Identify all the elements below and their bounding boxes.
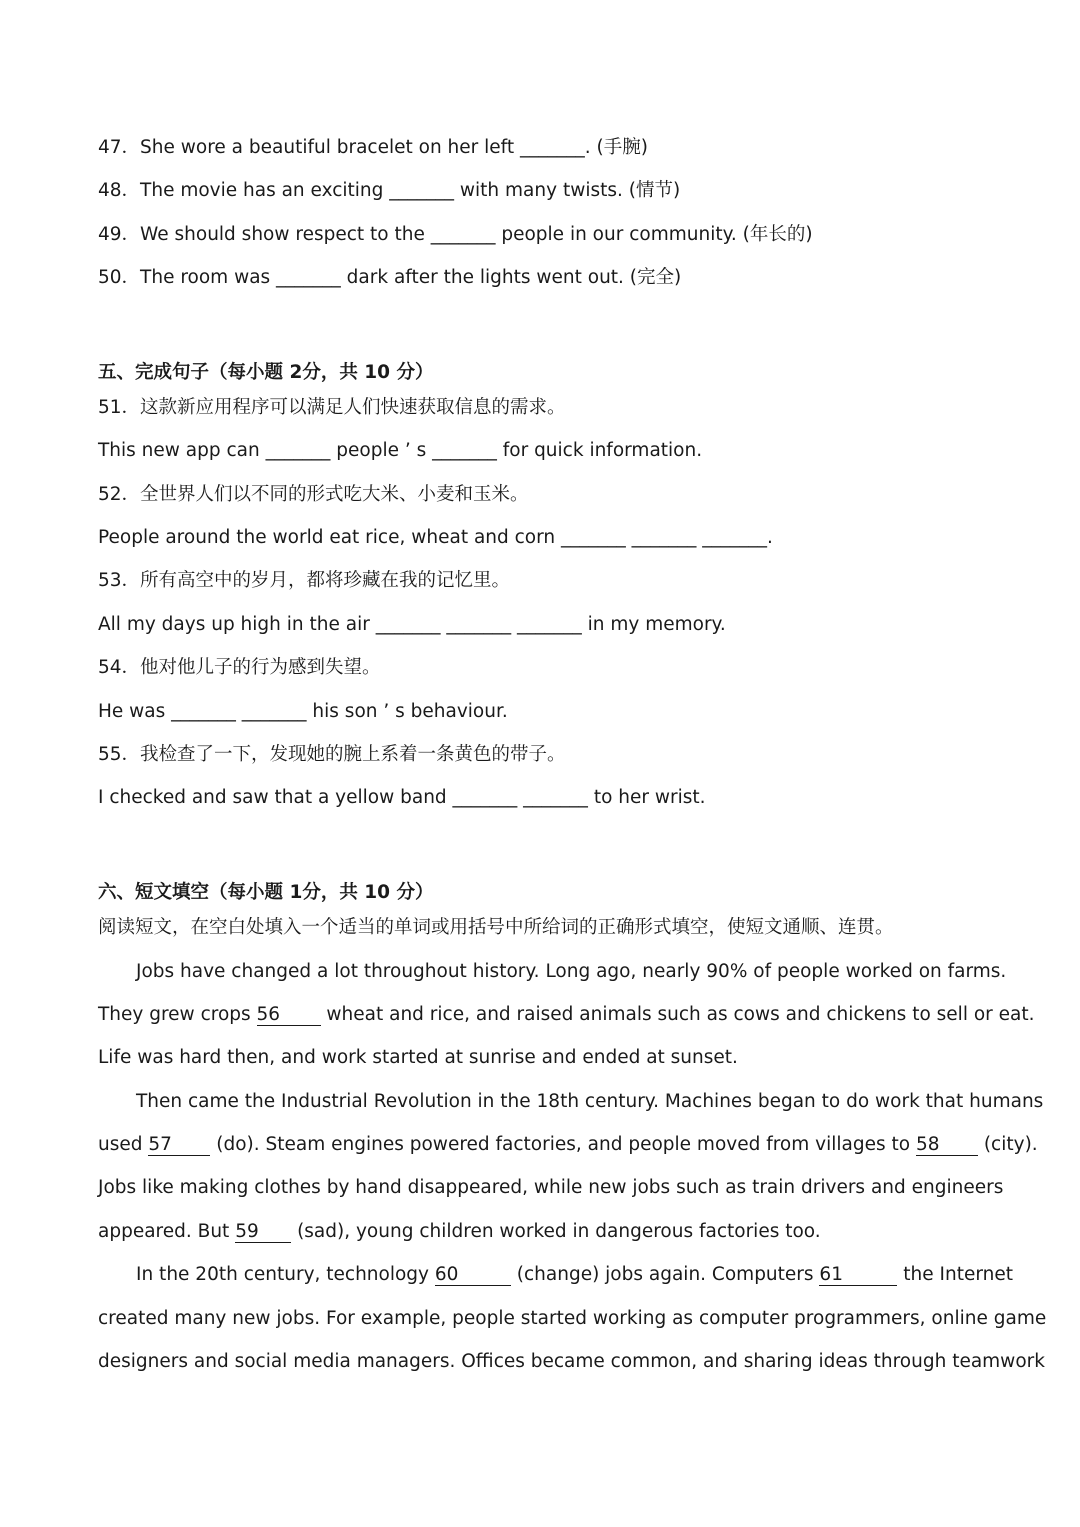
passage-line: In the 20th century, technology 60 (change) jobs again. Computers 61 the Internet bbox=[136, 1264, 1014, 1285]
passage-line: designers and social media managers. Offices became common, and sharing ideas through teamwork bbox=[98, 1351, 1045, 1372]
question-51-chinese: 51．这款新应用程序可以满足人们快速获取信息的需求。 bbox=[98, 397, 566, 418]
question-52-chinese: 52．全世界人们以不同的形式吃大米、小麦和玉米。 bbox=[98, 484, 529, 505]
blank-61[interactable]: 61 bbox=[819, 1265, 897, 1286]
question-48: 48．The movie has an exciting _______ with many twists. (情节) bbox=[98, 180, 681, 201]
blank-58[interactable]: 58 bbox=[916, 1135, 978, 1156]
section-5-heading: 五、完成句子（每小题 2分，共 10 分） bbox=[98, 362, 434, 383]
passage-line: They grew crops 56 wheat and rice, and raised animals such as cows and chickens to sell or eat. bbox=[98, 1004, 1035, 1025]
question-54-english: He was _______ _______ his son ’ s behaviour. bbox=[98, 701, 508, 722]
question-54-chinese: 54．他对他儿子的行为感到失望。 bbox=[98, 657, 381, 678]
passage-line: Life was hard then, and work started at sunrise and ended at sunset. bbox=[98, 1047, 738, 1068]
question-53-english: All my days up high in the air _______ _______ _______ in my memory. bbox=[98, 614, 726, 635]
passage-line: Then came the Industrial Revolution in the 18th century. Machines began to do work that humans bbox=[136, 1091, 1044, 1112]
question-47: 47．She wore a beautiful bracelet on her left _______. (手腕) bbox=[98, 137, 648, 158]
passage-line: Jobs have changed a lot throughout history. Long ago, nearly 90% of people worked on farms. bbox=[136, 961, 1007, 982]
question-50: 50．The room was _______ dark after the lights went out. (完全) bbox=[98, 267, 682, 288]
question-51-english: This new app can _______ people ’ s _______ for quick information. bbox=[98, 440, 703, 461]
section-6-instruction: 阅读短文，在空白处填入一个适当的单词或用括号中所给词的正确形式填空，使短文通顺、连贯。 bbox=[98, 917, 894, 938]
blank-59[interactable]: 59 bbox=[235, 1222, 291, 1243]
section-6-heading: 六、短文填空（每小题 1分，共 10 分） bbox=[98, 882, 434, 903]
question-52-english: People around the world eat rice, wheat and corn _______ _______ _______. bbox=[98, 527, 773, 548]
question-55-english: I checked and saw that a yellow band _______ _______ to her wrist. bbox=[98, 787, 706, 808]
blank-57[interactable]: 57 bbox=[148, 1135, 210, 1156]
question-55-chinese: 55．我检查了一下，发现她的腕上系着一条黄色的带子。 bbox=[98, 744, 566, 765]
passage-line: created many new jobs. For example, people started working as computer programmers, online game bbox=[98, 1308, 1047, 1329]
passage-line: used 57 (do). Steam engines powered factories, and people moved from villages to 58 (city). bbox=[98, 1134, 1038, 1155]
blank-60[interactable]: 60 bbox=[435, 1265, 511, 1286]
passage-line: appeared. But 59 (sad), young children worked in dangerous factories too. bbox=[98, 1221, 821, 1242]
question-53-chinese: 53．所有高空中的岁月，都将珍藏在我的记忆里。 bbox=[98, 570, 511, 591]
question-49: 49．We should show respect to the _______ people in our community. (年长的) bbox=[98, 224, 813, 245]
blank-56[interactable]: 56 bbox=[257, 1005, 321, 1026]
passage-line: Jobs like making clothes by hand disappeared, while new jobs such as train drivers and engineers bbox=[98, 1177, 1004, 1198]
